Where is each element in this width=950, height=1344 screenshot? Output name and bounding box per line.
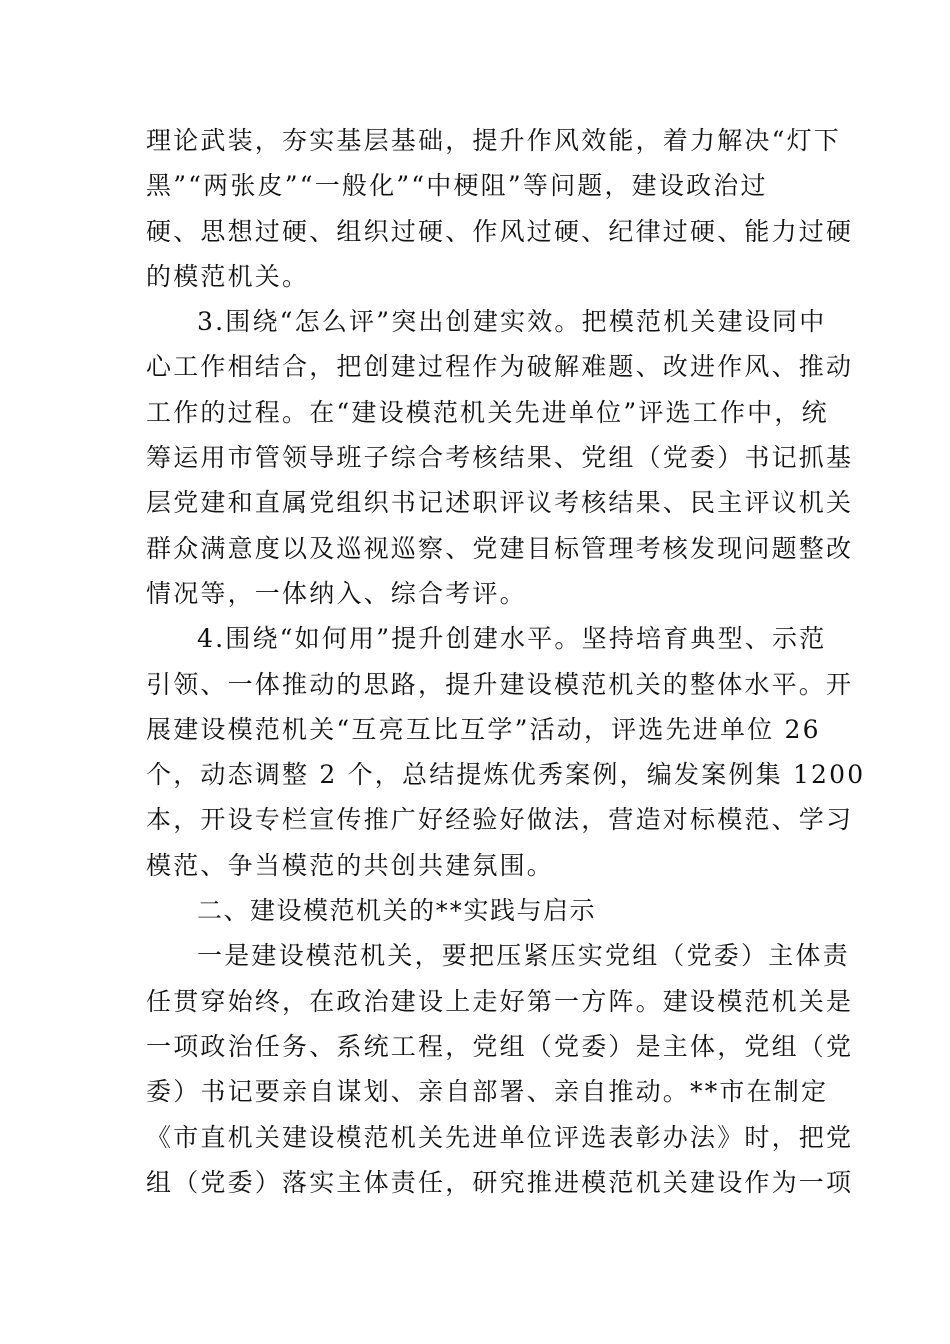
text-line: 一项政治任务、系统工程，党组（党委）是主体，党组（党: [146, 1031, 854, 1061]
text-line: 情况等，一体纳入、综合考评。: [146, 578, 527, 608]
text-line: 《市直机关建设模范机关先进单位评选表彰办法》时，把党: [146, 1122, 854, 1152]
text-line: 理论武装，夯实基层基础，提升作风效能，着力解决“灯下: [146, 126, 841, 155]
text-line: 3.围绕“怎么评”突出创建实效。把模范机关建设同中: [197, 307, 827, 337]
text-line: 的模范机关。: [146, 261, 310, 291]
text-line: 硬、思想过硬、组织过硬、作风过硬、纪律过硬、能力过硬: [146, 216, 854, 246]
text-line: 本，开设专栏宣传推广好经验好做法，营造对标模范、学习: [146, 805, 854, 835]
text-line: 任贯穿始终，在政治建设上走好第一方阵。建设模范机关是: [146, 986, 854, 1016]
text-line: 一是建设模范机关，要把压紧压实党组（党委）主体责: [197, 941, 850, 971]
text-line: 群众满意度以及巡视巡察、党建目标管理考核发现问题整改: [146, 533, 854, 563]
text-line: 工作的过程。在“建设模范机关先进单位”评选工作中，统: [146, 397, 829, 427]
text-line: 委）书记要亲自谋划、亲自部署、亲自推动。**市在制定: [146, 1077, 829, 1107]
text-line: 模范、争当模范的共创共建氛围。: [146, 850, 555, 880]
text-line: 引领、一体推动的思路，提升建设模范机关的整体水平。开: [146, 669, 854, 699]
document-body: [146, 118, 866, 1205]
section-heading: 二、建设模范机关的**实践与启示: [197, 896, 597, 926]
text-line: 4.围绕“如何用”提升创建水平。坚持培育典型、示范: [197, 624, 827, 654]
text-line: 心工作相结合，把创建过程作为破解难题、改进作风、推动: [146, 352, 854, 382]
text-line: 展建设模范机关“互亮互比互学”活动，评选先进单位 26: [146, 714, 821, 744]
text-line: 黑”“两张皮”“一般化”“中梗阻”等问题，建设政治过: [146, 171, 768, 201]
text-line: 组（党委）落实主体责任，研究推进模范机关建设作为一项: [146, 1167, 854, 1197]
text-line: 个，动态调整 2 个，总结提炼优秀案例，编发案例集 1200: [146, 760, 866, 790]
text-line: 层党建和直属党组织书记述职评议考核结果、民主评议机关: [146, 488, 854, 518]
text-line: 筹运用市管领导班子综合考核结果、党组（党委）书记抓基: [146, 443, 854, 473]
